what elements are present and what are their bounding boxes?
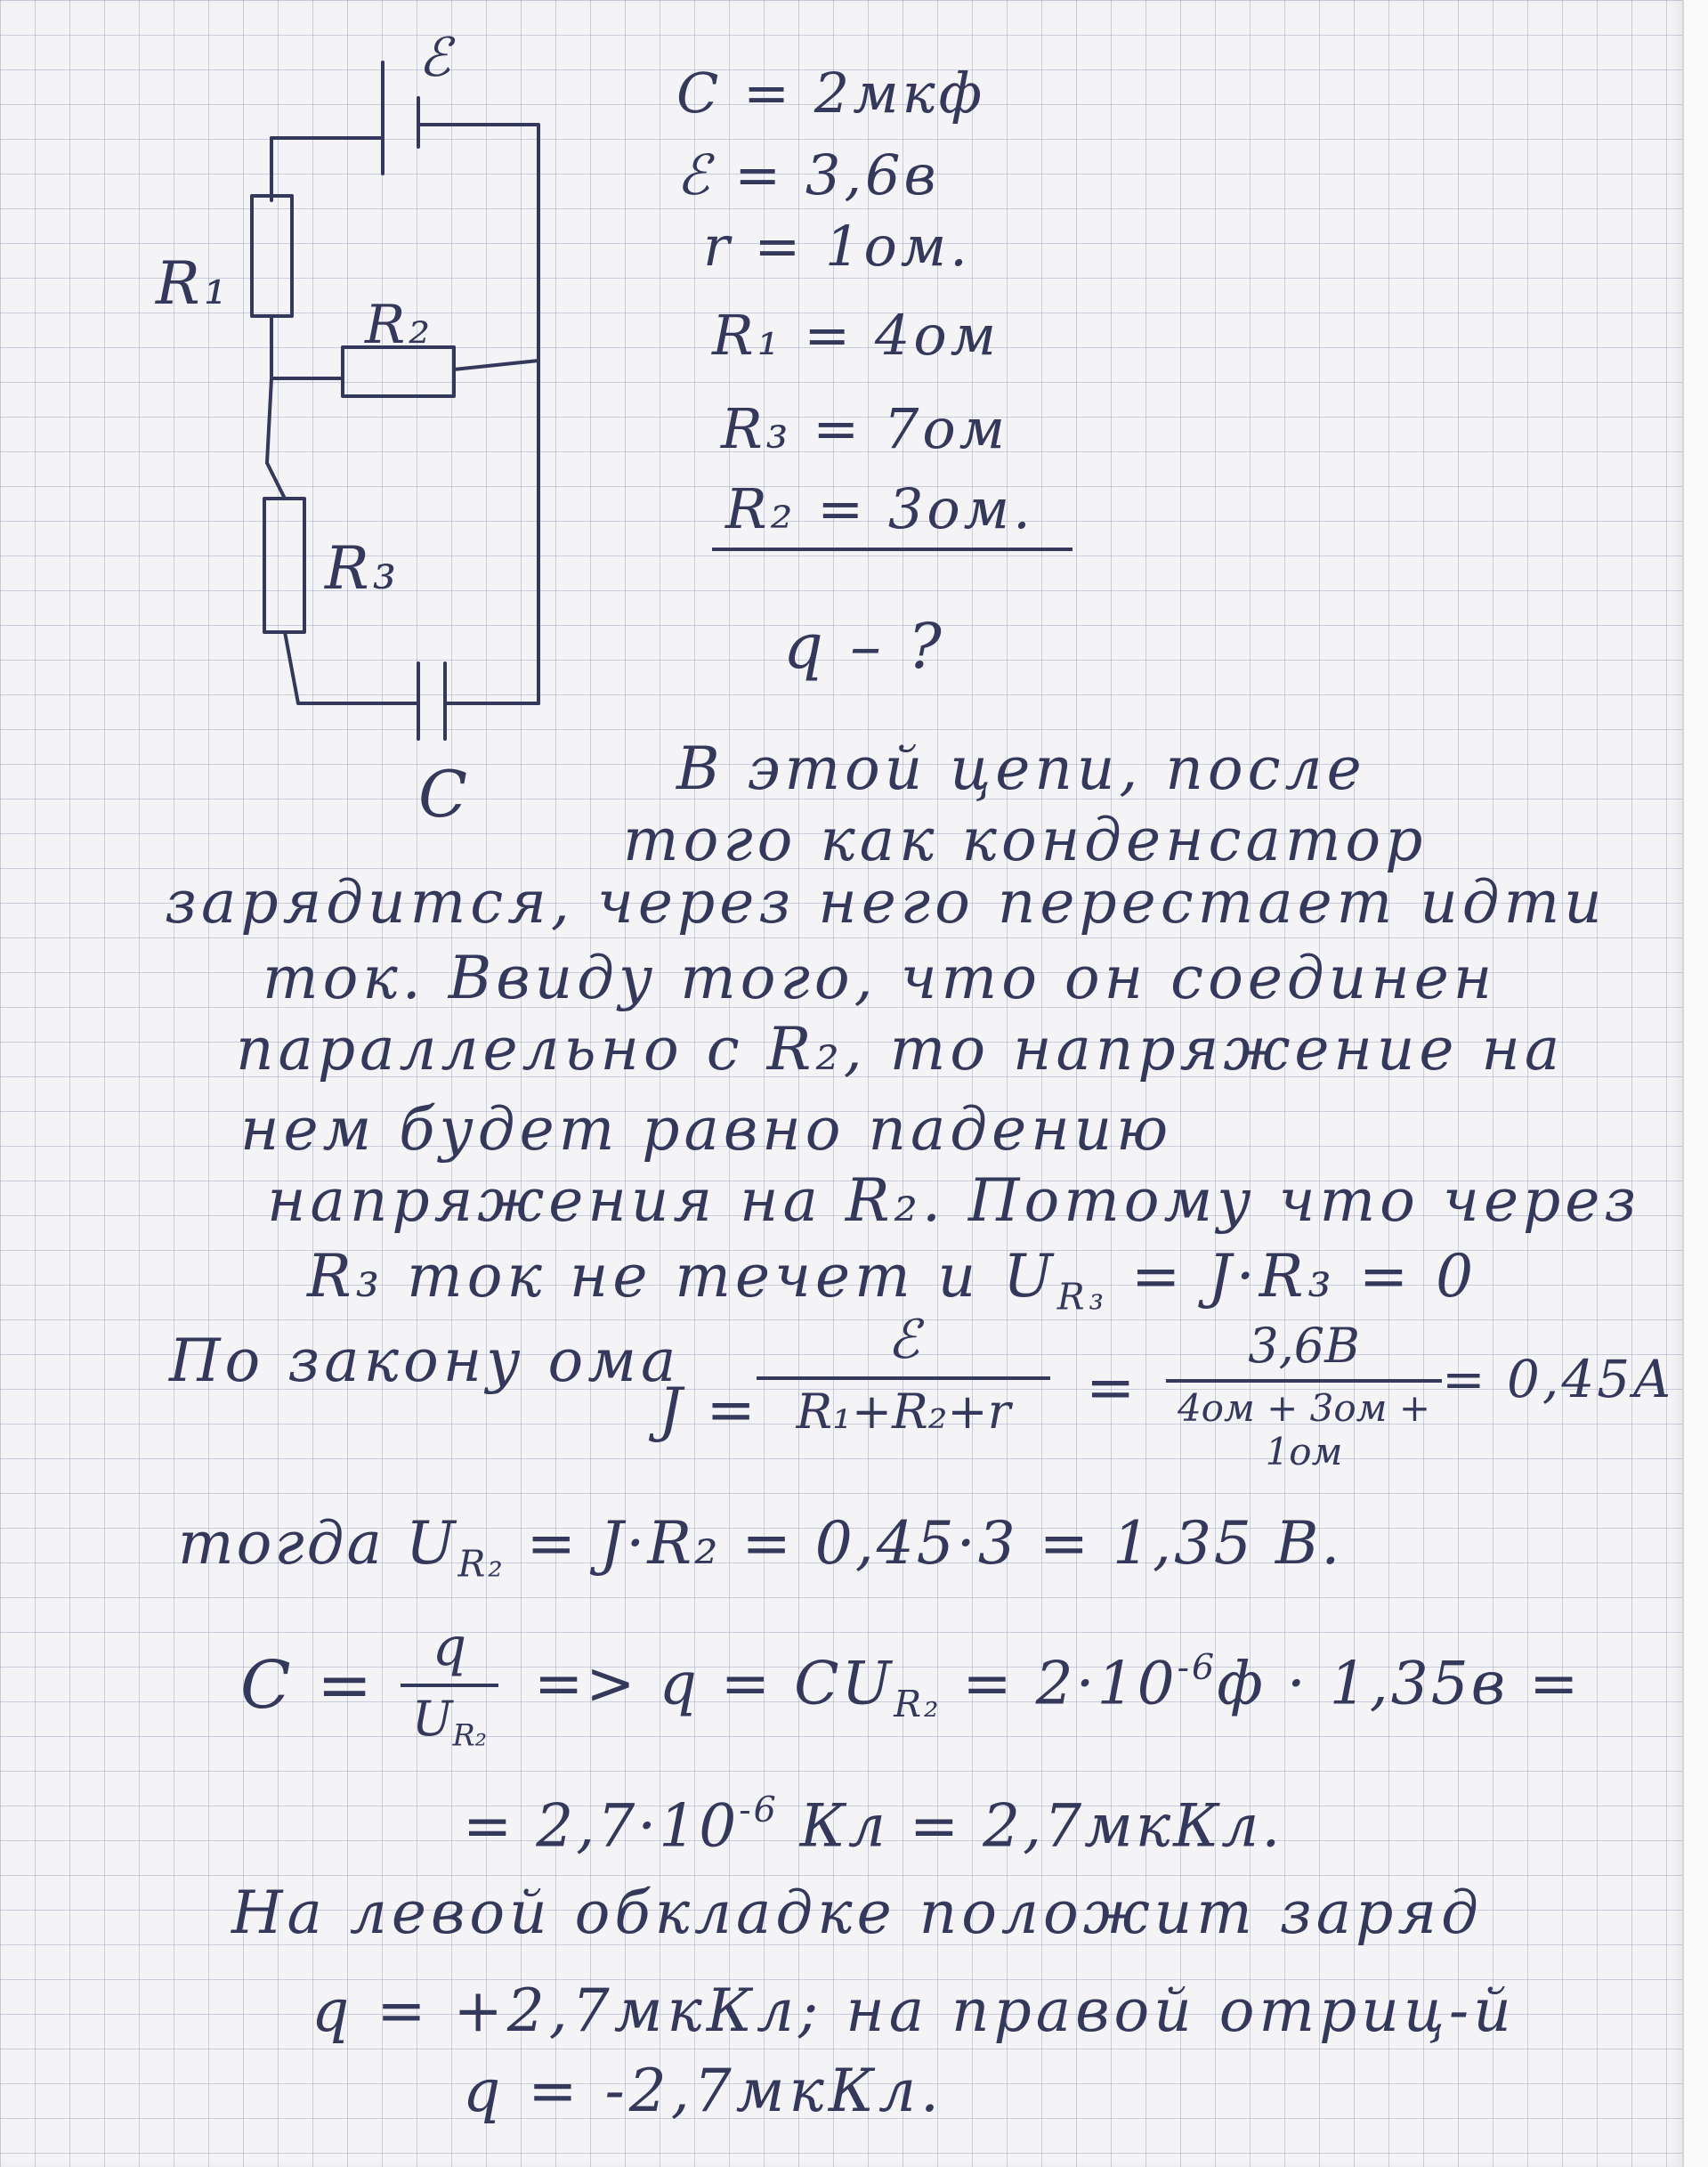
ohm-fraction-1 xyxy=(757,1309,1050,1440)
cap-charge xyxy=(534,1647,1581,1725)
text-line-8 xyxy=(307,1242,1477,1318)
cap-fraction xyxy=(401,1616,498,1753)
ohm-numerator: ℰ xyxy=(757,1309,1050,1380)
wire-bottom-left xyxy=(285,632,418,703)
circuit-diagram xyxy=(134,18,561,783)
text-line-6: нем будет равно падению xyxy=(240,1095,1173,1164)
text-line-5: параллельно с R₂, то напряжение на xyxy=(236,1015,1565,1084)
ur3-rhs: = J·R₃ = 0 xyxy=(1130,1242,1478,1311)
ur3-subscript: R₃ xyxy=(1056,1275,1108,1319)
calc-ur2-lhs: тогда U xyxy=(178,1509,458,1578)
text-line-7: напряжения на R₂. Потому что через xyxy=(267,1166,1641,1235)
ohm-denominator-2: 4ом + 3ом + 1ом xyxy=(1177,1386,1431,1473)
resistor-r3 xyxy=(264,499,304,632)
given-r: r = 1ом. xyxy=(703,214,971,279)
cap-charge-main: => q = CU xyxy=(534,1649,894,1718)
cap-charge-rest: ф · 1,35в = xyxy=(1217,1649,1582,1718)
wire-top-right xyxy=(418,125,538,703)
cap-lhs: C = xyxy=(240,1647,376,1724)
find-q: q – ? xyxy=(783,610,945,683)
cap-result-main: = 2,7·10 xyxy=(463,1791,740,1861)
given-r3: R₃ = 7ом xyxy=(721,396,1009,461)
conclusion-line-1: На левой обкладке положит заряд xyxy=(231,1879,1483,1947)
ohm-result: = 0,45А xyxy=(1442,1349,1675,1409)
cap-denominator xyxy=(401,1687,498,1753)
cap-charge-sub: R₂ xyxy=(894,1683,942,1726)
ohm-equals: = xyxy=(1086,1353,1138,1422)
label-c: C xyxy=(418,757,472,832)
emf-label: ℰ xyxy=(418,27,451,89)
cap-den-sub: R₂ xyxy=(452,1717,488,1753)
ohm-lhs: J = xyxy=(659,1376,758,1444)
text-line-2: того как конденсатор xyxy=(623,806,1428,874)
conclusion-line-3: q = -2,7мкКл. xyxy=(463,2057,943,2125)
calc-ur2 xyxy=(178,1509,1342,1585)
label-r3: R₃ xyxy=(325,534,401,603)
text-line-9: По закону ома xyxy=(169,1327,681,1395)
calc-ur2-sub: R₂ xyxy=(457,1542,506,1586)
given-r1: R₁ = 4ом xyxy=(712,303,1000,368)
cap-charge-val: = 2·10 xyxy=(962,1649,1178,1718)
cap-result-exp: -6 xyxy=(739,1790,779,1830)
cap-result xyxy=(463,1790,1283,1861)
cap-charge-exp: -6 xyxy=(1177,1647,1218,1688)
wire-r2-right xyxy=(454,361,538,369)
given-r2: R₂ = 3ом. xyxy=(725,476,1034,541)
wire-left-mid xyxy=(267,316,271,463)
given-emf: ℰ = 3,6в xyxy=(676,142,940,207)
conclusion-line-2: q = +2,7мкКл; на правой отриц-й xyxy=(312,1976,1516,2045)
page-edge xyxy=(1682,0,1708,2167)
label-r2: R₂ xyxy=(365,294,434,356)
text-line-4: ток. Ввиду того, что он соединен xyxy=(263,944,1497,1012)
ohm-fraction-2 xyxy=(1166,1318,1442,1473)
cap-result-rest: Кл = 2,7мкКл. xyxy=(799,1791,1283,1861)
cap-numerator: q xyxy=(401,1616,498,1687)
resistor-r1 xyxy=(252,196,292,316)
ohm-denominator: R₁+R₂+r xyxy=(796,1384,1011,1440)
text-line-1: В этой цепи, после xyxy=(676,735,1366,803)
calc-ur2-rhs: = J·R₂ = 0,45·3 = 1,35 В. xyxy=(526,1509,1343,1578)
text-line-3: зарядится, через него перестает идти xyxy=(165,868,1607,937)
cap-den-u: U xyxy=(411,1691,453,1747)
given-divider xyxy=(712,548,1073,551)
ohm-numerator-2: 3,6В xyxy=(1166,1318,1442,1383)
text-line-8-main: R₃ ток не течет и U xyxy=(307,1242,1057,1311)
wire-r3-top xyxy=(267,463,285,499)
label-r1: R₁ xyxy=(156,249,231,318)
given-c: C = 2мкф xyxy=(676,61,986,126)
